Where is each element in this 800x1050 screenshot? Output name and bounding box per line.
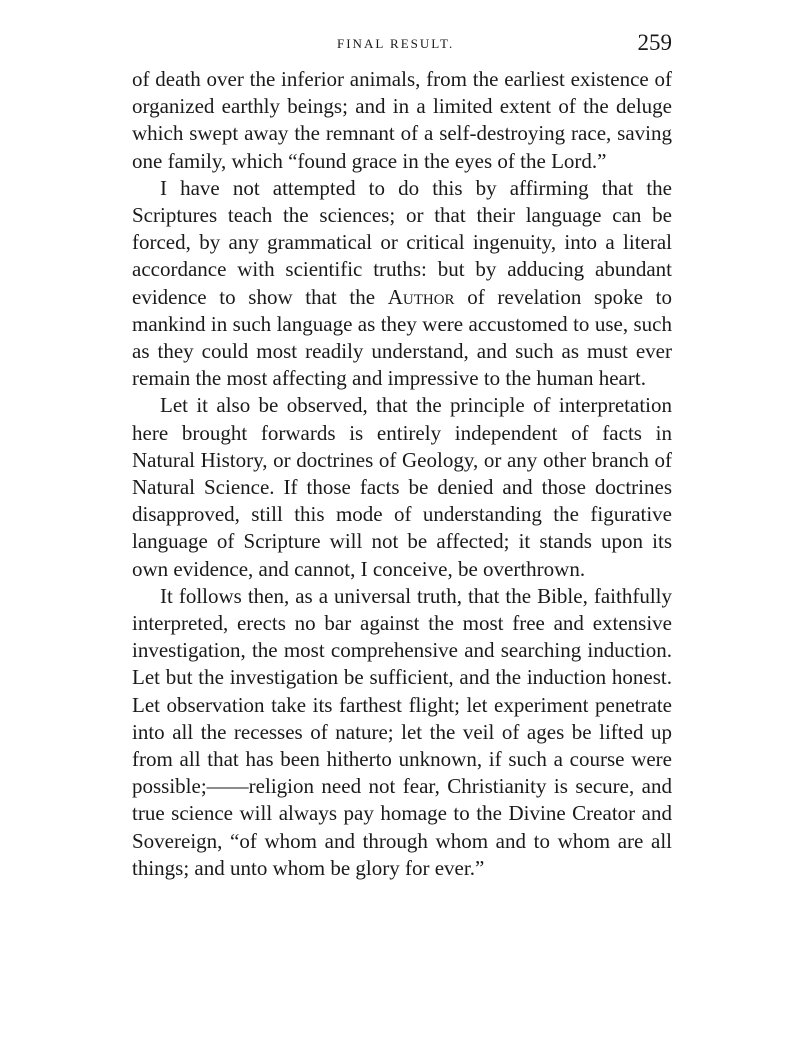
page-number: 259 [637,30,672,55]
paragraph-text: of death over the inferior animals, from the earliest existence of organized earthly beings; and in a limited extent of the deluge which swept away the remnant of a self-destroying race, saving one family, which “found grace in the eyes of the Lord.” [132,67,672,173]
running-head [132,30,672,66]
book-page [132,30,672,882]
paragraph-text: Let it also be observed, that the principle of interpretation here brought forwards is entirely independent of facts in Natural History, or doctrines of Geology, or any other branch of Natural Science. If those facts be denied and those doctrines disapproved, still this mode of understanding the figurative language of Scripture will not be affected; it stands upon its own evidence, and cannot, I conceive, be overthrown. [132,393,672,581]
paragraph-text: I have not attempted to do this by affirming that the Scriptures teach the sciences; or that their language can be forced, by any grammatical or critical ingenuity, into a literal accordance with scientific truths: but by adducing abundant evidence to show that the [132,175,672,309]
paragraph-text: It follows then, as a universal truth, that the Bible, faithfully interpreted, erects no bar against the most free and extensive investigation, the most comprehensive and searching induction. Let but the investigation be sufficient, and the induction honest. Let observation take its farthest flight; let experiment penetrate into all the recesses of nature; let the veil of ages be lifted up from all that has been hitherto unknown, if such a course were possible;——religion need not fear, Christianity is secure, and true science will always pay homage to the Divine Creator and Sovereign, “of whom and through whom and to whom are all things; and unto whom be glory for ever.” [132,583,672,880]
paragraph [132,66,672,175]
paragraph [132,175,672,393]
running-title: FINAL RESULT. [337,36,455,51]
paragraph [132,583,672,882]
author-smallcaps: Author [387,284,455,309]
paragraph-text: of revelation spoke to mankind in such language as they were accustomed to use, such as they could most readily understand, and such as must ever remain the most affecting and impressive to the human heart. [132,284,672,391]
body-text [132,66,672,882]
paragraph [132,392,672,582]
